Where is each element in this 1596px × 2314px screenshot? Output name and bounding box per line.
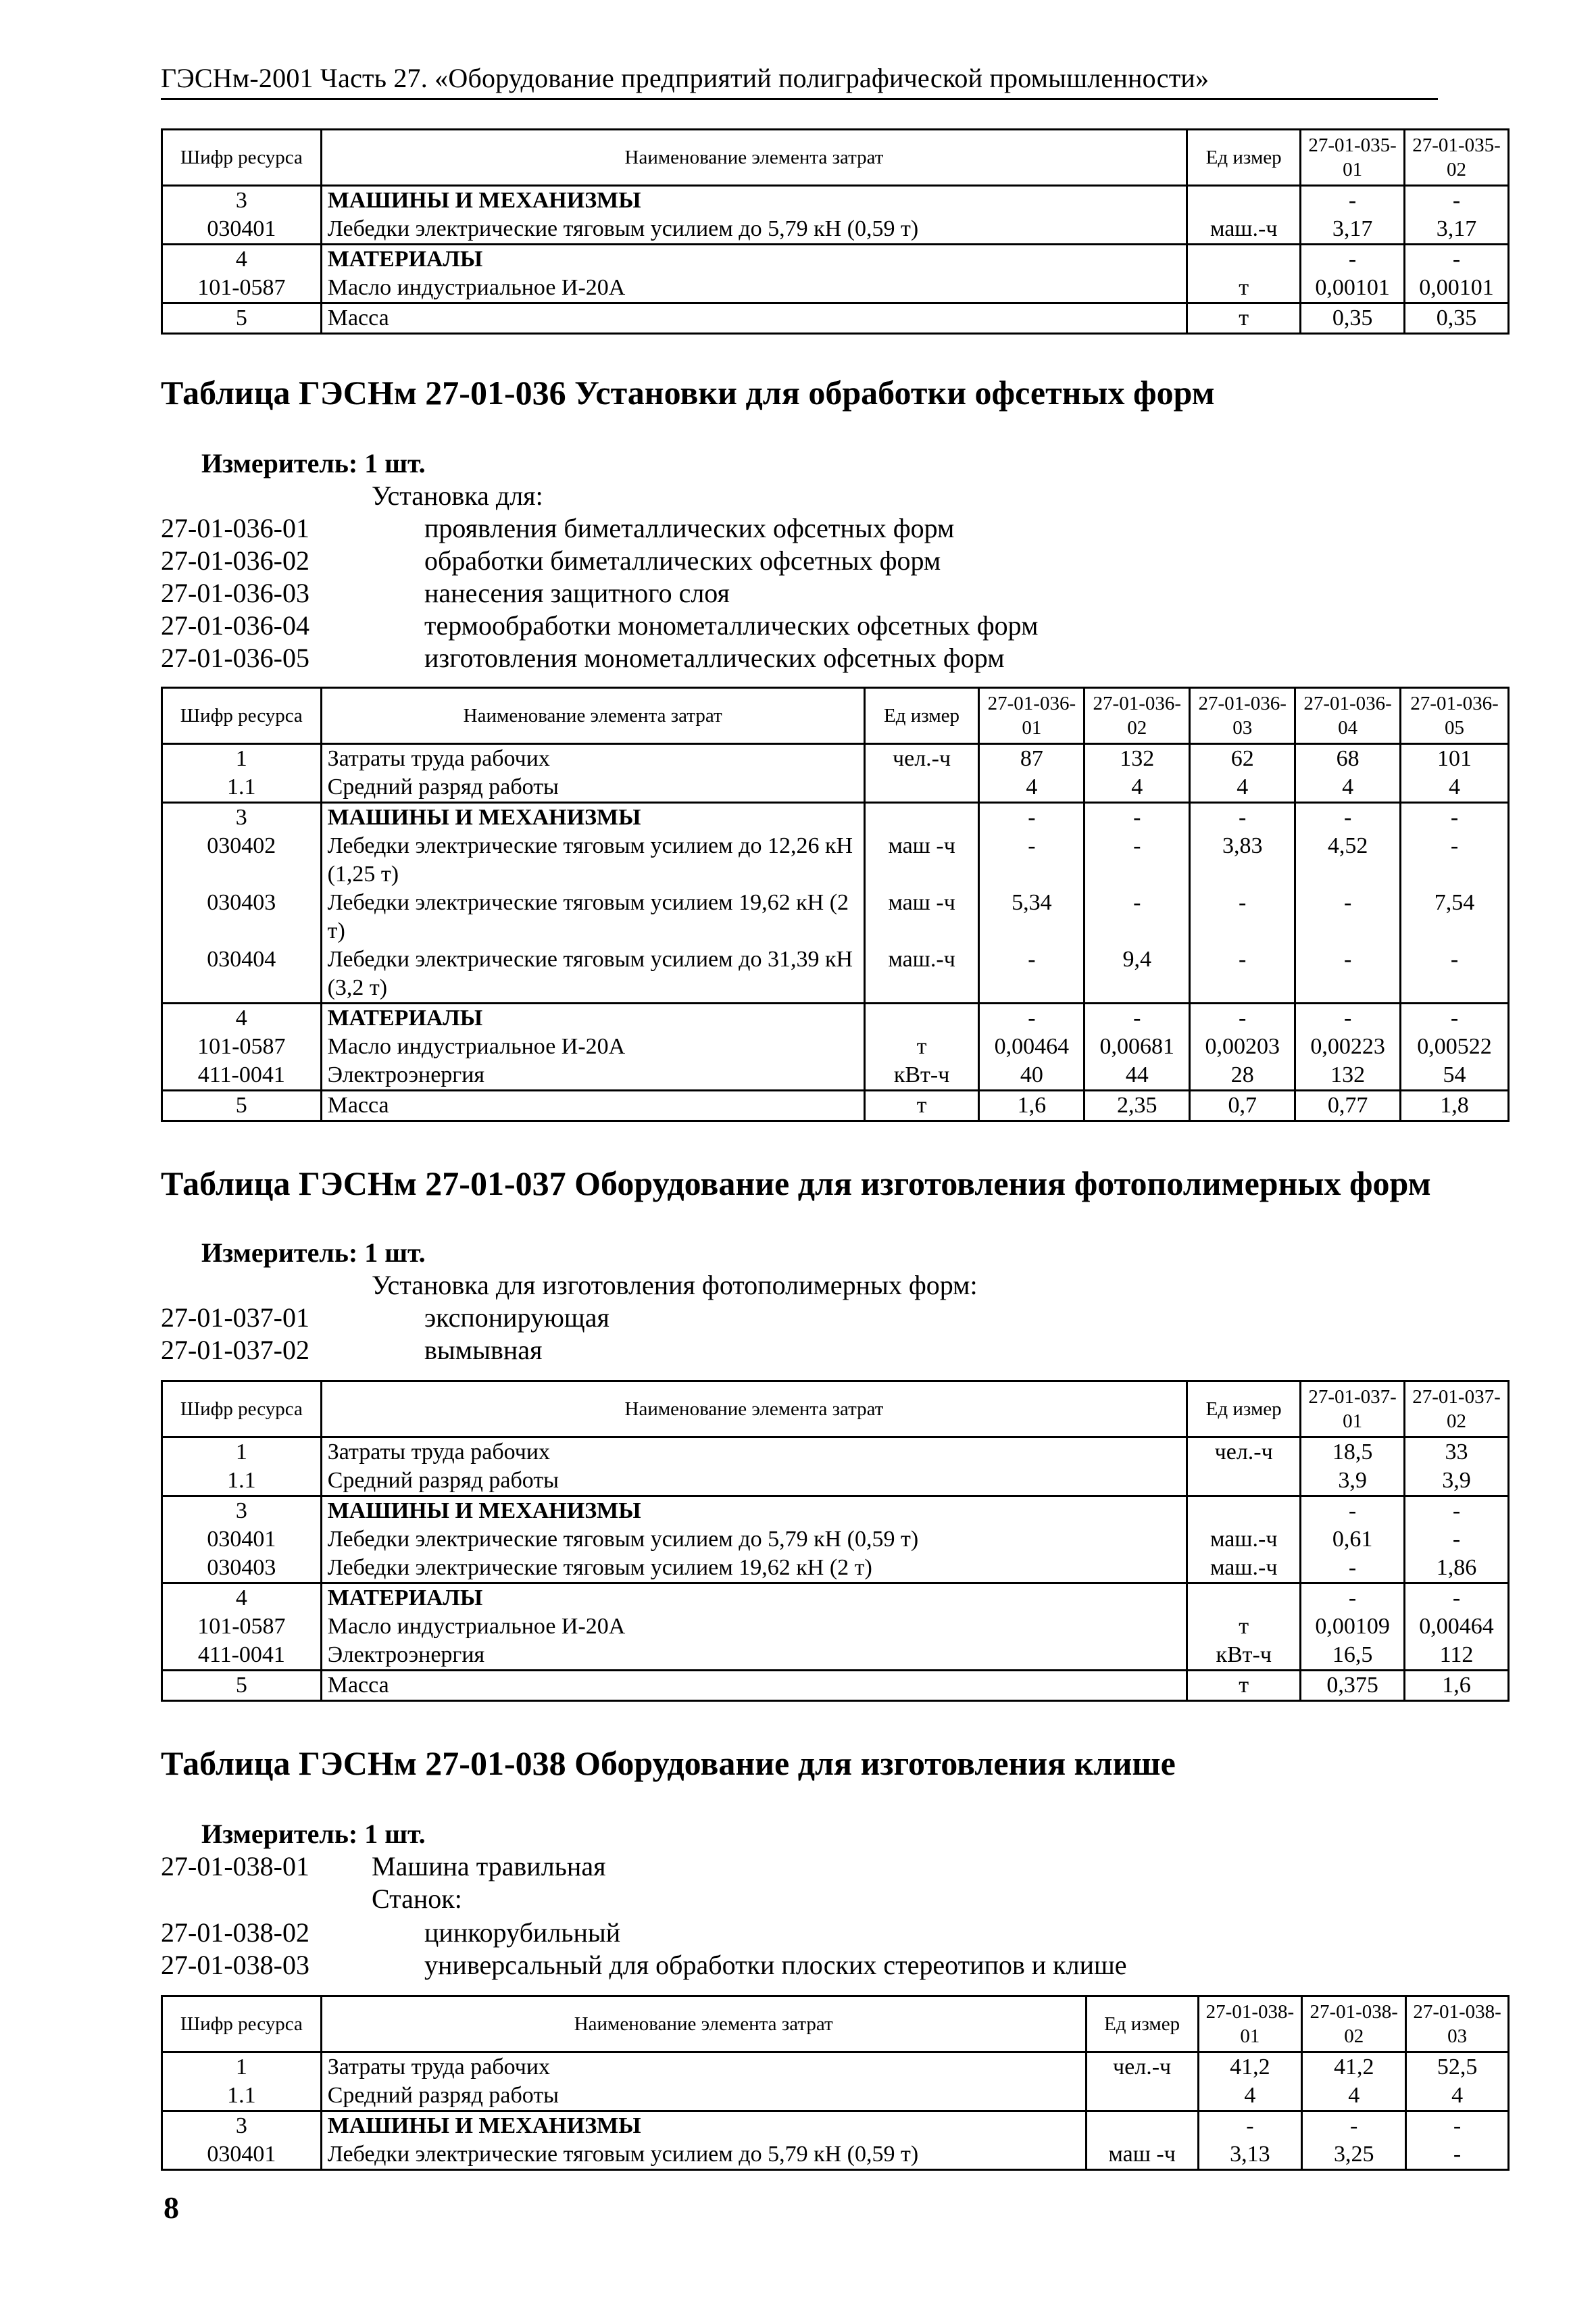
col-header: 27-01-036-01 bbox=[979, 688, 1084, 744]
table-row bbox=[162, 1004, 1509, 1033]
item-text: нанесения защитного слоя bbox=[424, 578, 730, 608]
cell-value: 28 bbox=[1190, 1061, 1295, 1091]
cell-code: 3 bbox=[162, 2111, 322, 2141]
item-code: 27-01-038-02 bbox=[161, 1917, 309, 1948]
table-row bbox=[162, 744, 1509, 774]
cell-value: 1,86 bbox=[1405, 1554, 1509, 1583]
col-header: Шифр ресурса bbox=[162, 688, 322, 744]
cell-unit: маш.-ч bbox=[864, 945, 979, 1004]
item-code: 27-01-038-01 bbox=[161, 1851, 309, 1881]
col-header: Наименование элемента затрат bbox=[321, 1996, 1086, 2052]
intro-text: Установка для изготовления фотополимерных форм: bbox=[372, 1270, 978, 1300]
cell-unit: чел.-ч bbox=[1086, 2052, 1198, 2082]
cell-code: 030402 bbox=[162, 832, 322, 889]
cell-unit: чел.-ч bbox=[864, 744, 979, 774]
cell-code: 1 bbox=[162, 744, 322, 774]
cell-value: - bbox=[1301, 245, 1405, 274]
cell-name: МАШИНЫ И МЕХАНИЗМЫ bbox=[321, 2111, 1086, 2141]
cell-value: - bbox=[1406, 2140, 1509, 2170]
cell-value: 87 bbox=[979, 744, 1084, 774]
cell-name: Средний разряд работы bbox=[321, 2082, 1086, 2111]
cell-code: 1.1 bbox=[162, 2082, 322, 2111]
col-header: Шифр ресурса bbox=[162, 1996, 322, 2052]
cell-value: 101 bbox=[1401, 744, 1509, 774]
cell-code: 030401 bbox=[162, 215, 322, 245]
cell-value: - bbox=[1405, 1525, 1509, 1554]
cell-unit: маш.-ч bbox=[1187, 1525, 1301, 1554]
cell-value: 0,00101 bbox=[1405, 274, 1509, 303]
cell-value: 4 bbox=[1401, 773, 1509, 803]
item-code: 27-01-037-01 bbox=[161, 1302, 309, 1333]
table-header-row bbox=[162, 1996, 1509, 2052]
cell-unit: маш -ч bbox=[1086, 2140, 1198, 2170]
intro-text: Установка для: bbox=[372, 481, 543, 511]
cell-name: МАШИНЫ И МЕХАНИЗМЫ bbox=[321, 803, 864, 833]
cell-value: 33 bbox=[1405, 1437, 1509, 1467]
table-row bbox=[162, 1467, 1509, 1496]
cell-value: 62 bbox=[1190, 744, 1295, 774]
cell-value: - bbox=[1084, 832, 1190, 889]
cell-name: Затраты труда рабочих bbox=[321, 2052, 1086, 2082]
cell-value: 4,52 bbox=[1295, 832, 1401, 889]
cell-value: - bbox=[1301, 186, 1405, 216]
table-row bbox=[162, 186, 1509, 216]
cell-value: 0,00223 bbox=[1295, 1033, 1401, 1061]
table-row bbox=[162, 1671, 1509, 1701]
measurer bbox=[201, 447, 426, 479]
table-row bbox=[162, 303, 1509, 334]
cell-value: 18,5 bbox=[1301, 1437, 1405, 1467]
cell-value: 0,35 bbox=[1301, 303, 1405, 334]
cell-code: 101-0587 bbox=[162, 1613, 322, 1641]
cell-unit: чел.-ч bbox=[1187, 1437, 1301, 1467]
cell-unit bbox=[1187, 1467, 1301, 1496]
measurer-value: 1 шт. bbox=[364, 448, 426, 478]
cell-value: 7,54 bbox=[1401, 889, 1509, 945]
cell-value: 132 bbox=[1295, 1061, 1401, 1091]
cell-unit: маш.-ч bbox=[1187, 215, 1301, 245]
cell-name: Лебедки электрические тяговым усилием до 5,79 кН (0,59 т) bbox=[321, 1525, 1187, 1554]
cell-name: Масло индустриальное И-20А bbox=[321, 1033, 864, 1061]
cell-unit: маш -ч bbox=[864, 832, 979, 889]
table-row bbox=[162, 1496, 1509, 1526]
cell-unit: т bbox=[864, 1033, 979, 1061]
running-header: ГЭСНм-2001 Часть 27. «Оборудование предприятий полиграфической промышленности» bbox=[161, 62, 1438, 100]
cell-name: Лебедки электрические тяговым усилием до 12,26 кН (1,25 т) bbox=[321, 832, 864, 889]
cell-value: 3,9 bbox=[1301, 1467, 1405, 1496]
item-text: экспонирующая bbox=[424, 1302, 609, 1333]
table-row bbox=[162, 832, 1509, 889]
cell-code: 030403 bbox=[162, 1554, 322, 1583]
col-header: Наименование элемента затрат bbox=[321, 130, 1187, 186]
cell-unit: т bbox=[1187, 1613, 1301, 1641]
table-row bbox=[162, 2082, 1509, 2111]
cell-value: - bbox=[979, 803, 1084, 833]
cell-value: - bbox=[1301, 1496, 1405, 1526]
cell-value: - bbox=[1405, 186, 1509, 216]
cell-value: - bbox=[1401, 1004, 1509, 1033]
table-row bbox=[162, 773, 1509, 803]
table-row bbox=[162, 1583, 1509, 1613]
cell-unit bbox=[1086, 2082, 1198, 2111]
cell-value: - bbox=[1405, 245, 1509, 274]
cell-code: 4 bbox=[162, 1583, 322, 1613]
cell-value: 3,25 bbox=[1302, 2140, 1406, 2170]
cell-value: - bbox=[979, 1004, 1084, 1033]
cell-code: 030403 bbox=[162, 889, 322, 945]
cell-unit: т bbox=[864, 1091, 979, 1121]
cell-code: 030404 bbox=[162, 945, 322, 1004]
cell-value: 3,9 bbox=[1405, 1467, 1509, 1496]
table-row bbox=[162, 1091, 1509, 1121]
item-text: универсальный для обработки плоских стереотипов и клише bbox=[424, 1950, 1127, 1980]
cell-code: 4 bbox=[162, 1004, 322, 1033]
cell-value: 3,83 bbox=[1190, 832, 1295, 889]
table-038-title: Таблица ГЭСНм 27-01-038 Оборудование для изготовления клише bbox=[161, 1744, 1176, 1782]
item-text: цинкорубильный bbox=[424, 1917, 621, 1948]
cell-unit: т bbox=[1187, 1671, 1301, 1701]
table-row bbox=[162, 245, 1509, 274]
cell-value: 2,35 bbox=[1084, 1091, 1190, 1121]
col-header: Шифр ресурса bbox=[162, 130, 322, 186]
table-036-title: Таблица ГЭСНм 27-01-036 Установки для обработки офсетных форм bbox=[161, 374, 1215, 412]
cell-value: 41,2 bbox=[1198, 2052, 1302, 2082]
cell-value: - bbox=[1295, 1004, 1401, 1033]
table-row bbox=[162, 2140, 1509, 2170]
cell-value: - bbox=[1190, 945, 1295, 1004]
cell-value: 44 bbox=[1084, 1061, 1190, 1091]
col-header: 27-01-038-03 bbox=[1406, 1996, 1509, 2052]
table-row bbox=[162, 2111, 1509, 2141]
cell-name: Затраты труда рабочих bbox=[321, 744, 864, 774]
table-row bbox=[162, 803, 1509, 833]
cell-name: Лебедки электрические тяговым усилием 19,62 кН (2 т) bbox=[321, 1554, 1187, 1583]
col-header: 27-01-035-02 bbox=[1405, 130, 1509, 186]
cell-value: 54 bbox=[1401, 1061, 1509, 1091]
measurer bbox=[201, 1237, 426, 1269]
cell-code: 5 bbox=[162, 303, 322, 334]
cell-value: 1,6 bbox=[1405, 1671, 1509, 1701]
cell-code: 1 bbox=[162, 2052, 322, 2082]
cell-value: - bbox=[1084, 889, 1190, 945]
item-text: обработки биметаллических офсетных форм bbox=[424, 545, 941, 576]
table-row bbox=[162, 215, 1509, 245]
cell-code: 5 bbox=[162, 1671, 322, 1701]
cell-value: 3,17 bbox=[1301, 215, 1405, 245]
cell-value: 1,6 bbox=[979, 1091, 1084, 1121]
cell-code: 1.1 bbox=[162, 1467, 322, 1496]
cell-code: 101-0587 bbox=[162, 274, 322, 303]
col-header: Наименование элемента затрат bbox=[321, 1381, 1187, 1437]
cell-unit bbox=[1187, 245, 1301, 274]
item-code: 27-01-036-03 bbox=[161, 578, 309, 608]
col-header: Ед измер bbox=[1187, 130, 1301, 186]
cell-value: - bbox=[1401, 832, 1509, 889]
table-row bbox=[162, 1437, 1509, 1467]
item-code: 27-01-037-02 bbox=[161, 1335, 309, 1365]
cell-value: 0,375 bbox=[1301, 1671, 1405, 1701]
table-035 bbox=[161, 128, 1510, 335]
table-037 bbox=[161, 1380, 1510, 1702]
table-row bbox=[162, 1613, 1509, 1641]
table-row bbox=[162, 1554, 1509, 1583]
cell-value: - bbox=[1295, 803, 1401, 833]
table-header-row bbox=[162, 130, 1509, 186]
item-code: 27-01-038-03 bbox=[161, 1950, 309, 1980]
cell-value: 0,00522 bbox=[1401, 1033, 1509, 1061]
col-header: 27-01-037-02 bbox=[1405, 1381, 1509, 1437]
measurer-value: 1 шт. bbox=[364, 1819, 426, 1849]
page-number: 8 bbox=[164, 2190, 179, 2225]
cell-value: - bbox=[1406, 2111, 1509, 2141]
cell-code: 4 bbox=[162, 245, 322, 274]
table-row bbox=[162, 889, 1509, 945]
col-header: 27-01-036-02 bbox=[1084, 688, 1190, 744]
cell-value: 68 bbox=[1295, 744, 1401, 774]
cell-code: 411-0041 bbox=[162, 1061, 322, 1091]
cell-name: Масса bbox=[321, 1091, 864, 1121]
col-header: Ед измер bbox=[1086, 1996, 1198, 2052]
cell-value: - bbox=[1405, 1496, 1509, 1526]
intro-text: Станок: bbox=[372, 1884, 462, 1914]
cell-value: 0,7 bbox=[1190, 1091, 1295, 1121]
cell-unit: маш -ч bbox=[864, 889, 979, 945]
table-row bbox=[162, 945, 1509, 1004]
cell-value: 4 bbox=[1406, 2082, 1509, 2111]
measurer-label: Измеритель: bbox=[201, 1819, 358, 1849]
item-code: 27-01-036-04 bbox=[161, 610, 309, 641]
cell-value: 0,00464 bbox=[1405, 1613, 1509, 1641]
cell-value: 0,35 bbox=[1405, 303, 1509, 334]
cell-value: 0,00464 bbox=[979, 1033, 1084, 1061]
cell-value: 41,2 bbox=[1302, 2052, 1406, 2082]
cell-code: 3 bbox=[162, 186, 322, 216]
cell-unit bbox=[864, 773, 979, 803]
cell-code: 3 bbox=[162, 803, 322, 833]
cell-value: - bbox=[979, 832, 1084, 889]
item-text: Машина травильная bbox=[372, 1851, 606, 1881]
cell-value: 52,5 bbox=[1406, 2052, 1509, 2082]
cell-code: 1 bbox=[162, 1437, 322, 1467]
cell-value: - bbox=[979, 945, 1084, 1004]
cell-code: 030401 bbox=[162, 1525, 322, 1554]
table-header-row bbox=[162, 688, 1509, 744]
item-code: 27-01-036-05 bbox=[161, 643, 309, 673]
cell-value: 4 bbox=[1190, 773, 1295, 803]
cell-unit bbox=[1086, 2111, 1198, 2141]
cell-name: МАТЕРИАЛЫ bbox=[321, 1583, 1187, 1613]
table-row bbox=[162, 274, 1509, 303]
cell-value: - bbox=[1198, 2111, 1302, 2141]
col-header: 27-01-036-03 bbox=[1190, 688, 1295, 744]
cell-code: 030401 bbox=[162, 2140, 322, 2170]
cell-value: 3,17 bbox=[1405, 215, 1509, 245]
col-header: 27-01-036-05 bbox=[1401, 688, 1509, 744]
cell-value: - bbox=[1401, 803, 1509, 833]
cell-name: Масса bbox=[321, 303, 1187, 334]
cell-unit: кВт-ч bbox=[864, 1061, 979, 1091]
cell-value: - bbox=[1295, 889, 1401, 945]
cell-value: - bbox=[1295, 945, 1401, 1004]
table-row bbox=[162, 1641, 1509, 1671]
cell-value: 0,00681 bbox=[1084, 1033, 1190, 1061]
item-text: термообработки монометаллических офсетных форм bbox=[424, 610, 1039, 641]
cell-value: 4 bbox=[1198, 2082, 1302, 2111]
cell-unit bbox=[864, 803, 979, 833]
col-header: 27-01-035-01 bbox=[1301, 130, 1405, 186]
cell-value: - bbox=[1401, 945, 1509, 1004]
cell-unit bbox=[1187, 1496, 1301, 1526]
cell-value: - bbox=[1084, 1004, 1190, 1033]
cell-unit: т bbox=[1187, 274, 1301, 303]
cell-code: 3 bbox=[162, 1496, 322, 1526]
cell-unit bbox=[1187, 1583, 1301, 1613]
cell-name: Лебедки электрические тяговым усилием 19,62 кН (2 т) bbox=[321, 889, 864, 945]
cell-value: 4 bbox=[1084, 773, 1190, 803]
col-header: Наименование элемента затрат bbox=[321, 688, 864, 744]
table-037-title: Таблица ГЭСНм 27-01-037 Оборудование для изготовления фотополимерных форм bbox=[161, 1164, 1431, 1202]
col-header: 27-01-038-01 bbox=[1198, 1996, 1302, 2052]
cell-value: - bbox=[1190, 889, 1295, 945]
col-header: Ед измер bbox=[864, 688, 979, 744]
cell-value: - bbox=[1301, 1583, 1405, 1613]
measurer-label: Измеритель: bbox=[201, 448, 358, 478]
cell-code: 411-0041 bbox=[162, 1641, 322, 1671]
cell-name: Масса bbox=[321, 1671, 1187, 1701]
cell-value: 3,13 bbox=[1198, 2140, 1302, 2170]
cell-name: Масло индустриальное И-20А bbox=[321, 274, 1187, 303]
cell-value: 40 bbox=[979, 1061, 1084, 1091]
col-header: 27-01-036-04 bbox=[1295, 688, 1401, 744]
cell-value: 0,61 bbox=[1301, 1525, 1405, 1554]
cell-code: 101-0587 bbox=[162, 1033, 322, 1061]
cell-name: Лебедки электрические тяговым усилием до 31,39 кН (3,2 т) bbox=[321, 945, 864, 1004]
cell-unit: т bbox=[1187, 303, 1301, 334]
cell-name: Масло индустриальное И-20А bbox=[321, 1613, 1187, 1641]
item-text: вымывная bbox=[424, 1335, 543, 1365]
cell-value: - bbox=[1302, 2111, 1406, 2141]
cell-name: Лебедки электрические тяговым усилием до 5,79 кН (0,59 т) bbox=[321, 215, 1187, 245]
table-row bbox=[162, 1033, 1509, 1061]
cell-value: 112 bbox=[1405, 1641, 1509, 1671]
cell-value: 0,00203 bbox=[1190, 1033, 1295, 1061]
cell-value: - bbox=[1405, 1583, 1509, 1613]
cell-value: - bbox=[1301, 1554, 1405, 1583]
cell-name: Средний разряд работы bbox=[321, 1467, 1187, 1496]
col-header: 27-01-038-02 bbox=[1302, 1996, 1406, 2052]
cell-value: 0,77 bbox=[1295, 1091, 1401, 1121]
cell-unit: маш.-ч bbox=[1187, 1554, 1301, 1583]
measurer bbox=[201, 1818, 426, 1850]
table-036 bbox=[161, 687, 1510, 1122]
cell-name: Лебедки электрические тяговым усилием до 5,79 кН (0,59 т) bbox=[321, 2140, 1086, 2170]
cell-unit bbox=[864, 1004, 979, 1033]
cell-name: МАТЕРИАЛЫ bbox=[321, 245, 1187, 274]
cell-value: 4 bbox=[1295, 773, 1401, 803]
table-038 bbox=[161, 1995, 1510, 2171]
cell-name: Электроэнергия bbox=[321, 1641, 1187, 1671]
cell-name: Электроэнергия bbox=[321, 1061, 864, 1091]
cell-name: Средний разряд работы bbox=[321, 773, 864, 803]
col-header: Шифр ресурса bbox=[162, 1381, 322, 1437]
col-header: Ед измер bbox=[1187, 1381, 1301, 1437]
table-header-row bbox=[162, 1381, 1509, 1437]
cell-name: МАШИНЫ И МЕХАНИЗМЫ bbox=[321, 1496, 1187, 1526]
measurer-value: 1 шт. bbox=[364, 1237, 426, 1268]
item-code: 27-01-036-01 bbox=[161, 513, 309, 543]
cell-name: МАШИНЫ И МЕХАНИЗМЫ bbox=[321, 186, 1187, 216]
table-row bbox=[162, 1525, 1509, 1554]
cell-name: Затраты труда рабочих bbox=[321, 1437, 1187, 1467]
cell-value: - bbox=[1190, 1004, 1295, 1033]
table-row bbox=[162, 1061, 1509, 1091]
item-text: проявления биметаллических офсетных форм bbox=[424, 513, 955, 543]
cell-name: МАТЕРИАЛЫ bbox=[321, 1004, 864, 1033]
col-header: 27-01-037-01 bbox=[1301, 1381, 1405, 1437]
cell-value: 0,00109 bbox=[1301, 1613, 1405, 1641]
cell-value: 1,8 bbox=[1401, 1091, 1509, 1121]
cell-code: 1.1 bbox=[162, 773, 322, 803]
table-row bbox=[162, 2052, 1509, 2082]
measurer-label: Измеритель: bbox=[201, 1237, 358, 1268]
cell-value: 4 bbox=[979, 773, 1084, 803]
cell-unit bbox=[1187, 186, 1301, 216]
cell-value: - bbox=[1084, 803, 1190, 833]
cell-value: - bbox=[1190, 803, 1295, 833]
item-code: 27-01-036-02 bbox=[161, 545, 309, 576]
cell-value: 16,5 bbox=[1301, 1641, 1405, 1671]
cell-value: 132 bbox=[1084, 744, 1190, 774]
cell-value: 0,00101 bbox=[1301, 274, 1405, 303]
cell-code: 5 bbox=[162, 1091, 322, 1121]
cell-value: 9,4 bbox=[1084, 945, 1190, 1004]
cell-value: 4 bbox=[1302, 2082, 1406, 2111]
item-text: изготовления монометаллических офсетных форм bbox=[424, 643, 1005, 673]
cell-value: 5,34 bbox=[979, 889, 1084, 945]
cell-unit: кВт-ч bbox=[1187, 1641, 1301, 1671]
